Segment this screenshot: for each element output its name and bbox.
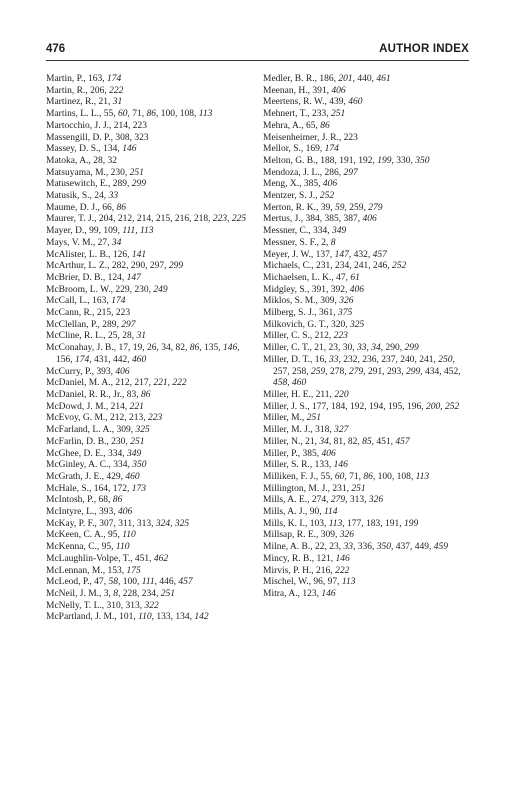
index-entry: Meenan, H., 391, 406 (263, 85, 346, 96)
index-entry: Milkovich, G. T., 320, 325 (263, 319, 365, 330)
index-entry: McNeil, J. M., 3, 8, 228, 234, 251 (46, 588, 176, 599)
index-entry: McEvoy, G. M., 212, 213, 223 (46, 413, 163, 424)
index-entry: Maume, D. J., 66, 86 (46, 202, 126, 213)
index-entry: Mills, A. J., 90, 114 (263, 507, 338, 518)
index-entry: Melton, G. B., 188, 191, 192, 199, 330, 350 (263, 155, 430, 166)
index-entry: McCurry, P., 393, 406 (46, 366, 130, 377)
index-entry: McArthur, L. Z., 282, 290, 297, 299 (46, 261, 184, 272)
index-entry: Martin, R., 206, 222 (46, 85, 124, 96)
index-entry: Mills, A. E., 274, 279, 313, 326 (263, 495, 384, 506)
index-entry: Meertens, R. W., 439, 460 (263, 97, 363, 108)
index-entry: Mehnert, T., 233, 251 (263, 109, 346, 120)
index-entry: Martocchio, J. J., 214, 223 (46, 120, 148, 131)
index-entry: McLaughlin-Volpe, T., 451, 462 (46, 553, 169, 564)
index-entry: Meng, X., 385, 406 (263, 179, 338, 190)
index-entry: McDaniel, M. A., 212, 217, 221, 222 (46, 378, 187, 389)
index-entry: McIntosh, P., 68, 86 (46, 495, 123, 506)
index-entry: Massengill, D. P., 308, 323 (46, 132, 149, 143)
index-entry: McNelly, T. L., 310, 313, 322 (46, 600, 159, 611)
index-entry: McConahay, J. B., 17, 19, 26, 34, 82, 86, 135, 146, 156, 174, 431, 442, 460 (46, 343, 240, 365)
index-entry: McBroom, L. W., 229, 230, 249 (46, 284, 168, 295)
index-entry: McPartland, J. M., 101, 110, 133, 134, 142 (46, 612, 209, 623)
index-entry: McDaniel, R. R., Jr., 83, 86 (46, 389, 151, 400)
index-entry: Milne, A. B., 22, 23, 33, 336, 350, 437, 449, 459 (263, 542, 448, 553)
index-entry: Mertus, J., 384, 385, 387, 406 (263, 214, 377, 225)
index-entry: Mellor, S., 169, 174 (263, 144, 339, 155)
index-entry: Meyer, J. W., 137, 147, 432, 457 (263, 249, 387, 260)
index-entry: Mentzer, S. J., 252 (263, 191, 335, 202)
index-column-left (46, 74, 256, 624)
index-entry: Matoka, A., 28, 32 (46, 155, 117, 166)
header-rule (46, 60, 469, 61)
index-entry: McBrier, D. B., 124, 147 (46, 272, 141, 283)
index-entry: Midgley, S., 391, 392, 406 (263, 284, 364, 295)
index-entry: Miller, D. T., 16, 33, 232, 236, 237, 240, 241, 250, 257, 258, 259, 278, 279, 291, 293, 299, 434, 452, 458, 460 (263, 354, 461, 389)
index-entry: Milliken, F. J., 55, 60, 71, 86, 100, 108, 113 (263, 471, 430, 482)
index-entry: McCline, R. L., 25, 28, 31 (46, 331, 147, 342)
index-entry: McKay, P. F., 307, 311, 313, 324, 325 (46, 518, 190, 529)
index-entry: Miller, N., 21, 34, 81, 82, 85, 451, 457 (263, 436, 410, 447)
index-entry: Mitra, A., 123, 146 (263, 588, 336, 599)
index-entry: Miller, P., 385, 406 (263, 448, 336, 459)
index-entry: Miller, C. S., 212, 223 (263, 331, 348, 342)
index-entry: McGhee, D. E., 334, 349 (46, 448, 142, 459)
index-entry: Martin, P., 163, 174 (46, 74, 122, 84)
index-entry: Michaels, C., 231, 234, 241, 246, 252 (263, 261, 407, 272)
index-entry: Mincy, R. B., 121, 146 (263, 553, 350, 564)
index-entry: Mendoza, J. L., 286, 297 (263, 167, 358, 178)
index-entry: Maurer, T. J., 204, 212, 214, 215, 216, 218, 223, 225 (46, 214, 247, 225)
index-entry: Miller, M., 251 (263, 413, 321, 424)
index-entry: Martinez, R., 21, 31 (46, 97, 123, 108)
running-header (46, 43, 469, 59)
index-entry: Mills, K. I., 103, 113, 177, 183, 191, 199 (263, 518, 419, 529)
index-entry: McCann, R., 215, 223 (46, 308, 131, 319)
index-entry: Miller, C. T., 21, 23, 30, 33, 34, 290, 299 (263, 343, 419, 354)
index-entry: Miller, M. J., 318, 327 (263, 425, 349, 436)
index-entry: Mays, V. M., 27, 34 (46, 237, 122, 248)
index-entry: Miller, J. S., 177, 184, 192, 194, 195, 196, 200, 252 (263, 401, 460, 412)
page-number: 476 (46, 43, 66, 55)
index-entry: Meisenheimer, J. R., 223 (263, 132, 358, 143)
index-entry: Milberg, S. J., 361, 375 (263, 308, 353, 319)
index-entry: McFarlin, D. B., 230, 251 (46, 436, 145, 447)
index-entry: Mischel, W., 96, 97, 113 (263, 577, 356, 588)
index-entry: McDowd, J. M., 214, 221 (46, 401, 144, 412)
section-title: AUTHOR INDEX (379, 43, 469, 55)
index-entry: McHale, S., 164, 172, 173 (46, 483, 147, 494)
index-entry: Matusik, S., 24, 33 (46, 191, 119, 202)
index-entry: Matsuyama, M., 230, 251 (46, 167, 144, 178)
index-entry: Mehra, A., 65, 86 (263, 120, 330, 131)
index-entry: McCall, L., 163, 174 (46, 296, 126, 307)
index-entry: Messner, S. F., 2, 8 (263, 237, 336, 248)
index-entry: McGrath, J. E., 429, 460 (46, 471, 140, 482)
index-entry: McKeen, C. A., 95, 110 (46, 530, 136, 541)
index-entry: Messner, C., 334, 349 (263, 226, 347, 237)
index-entry: Martins, L. L., 55, 60, 71, 86, 100, 108, 113 (46, 109, 213, 120)
index-entry: Michaelsen, L. K., 47, 61 (263, 272, 360, 283)
index-entry: Medler, B. R., 186, 201, 440, 461 (263, 74, 391, 84)
index-entry: Mirvis, P. H., 216, 222 (263, 565, 350, 576)
index-entry: McKenna, C., 95, 110 (46, 542, 130, 553)
index-entry: Miller, H. E., 211, 220 (263, 389, 349, 400)
index-entry: McLennan, M., 153, 175 (46, 565, 141, 576)
index-entry: Mayer, D., 99, 109, 111, 113 (46, 226, 154, 237)
index-entry: Matusewitch, E., 289, 299 (46, 179, 147, 190)
index-entry: McFarland, L. A., 309, 325 (46, 425, 150, 436)
index-entry: Miller, S. R., 133, 146 (263, 460, 348, 471)
index-entry: McAlister, L. B., 126, 141 (46, 249, 147, 260)
index-entry: Merton, R. K., 39, 59, 259, 279 (263, 202, 383, 213)
index-entry: Miklos, S. M., 309, 326 (263, 296, 354, 307)
index-entry: Massey, D. S., 134, 146 (46, 144, 137, 155)
index-entry: Millington, M. J., 231, 251 (263, 483, 366, 494)
index-entry: McIntyre, L., 393, 406 (46, 507, 133, 518)
index-entry: McClellan, P., 289, 297 (46, 319, 136, 330)
index-column-right (263, 74, 473, 601)
index-entry: McGinley, A. C., 334, 350 (46, 460, 147, 471)
index-entry: Millsap, R. E., 309, 326 (263, 530, 355, 541)
index-entry: McLeod, P., 47, 58, 100, 111, 446, 457 (46, 577, 193, 588)
